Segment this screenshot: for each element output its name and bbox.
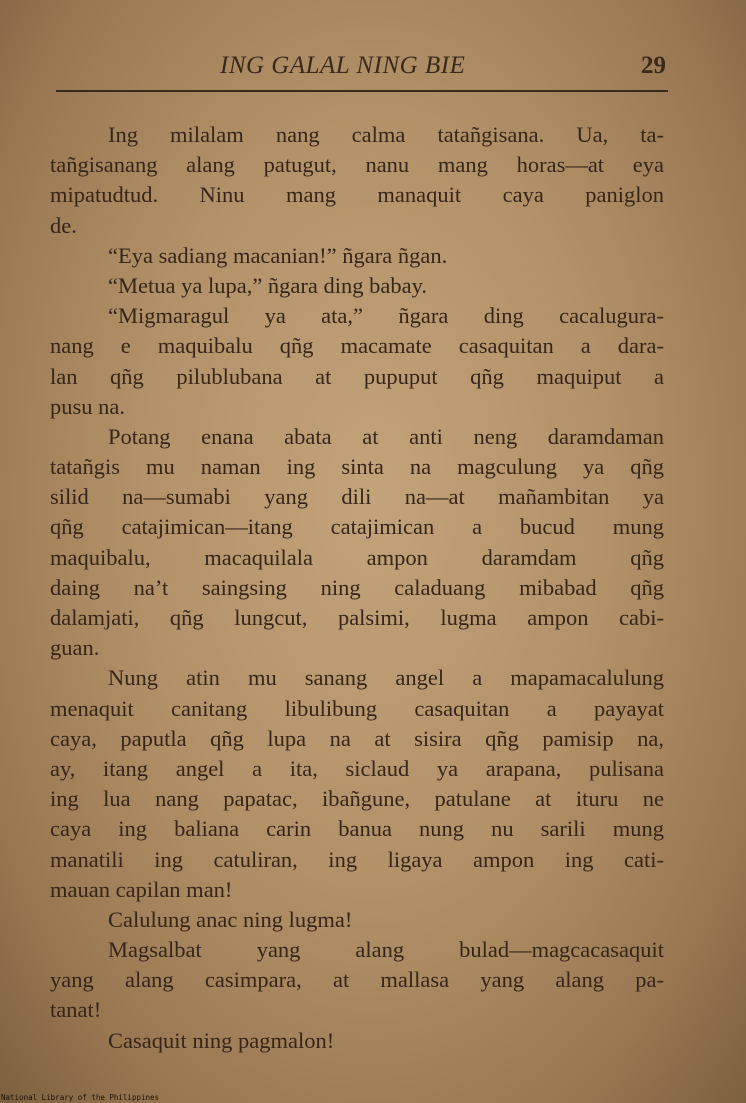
text-line: nang e maquibalu qñg macamate casaquitan a dara-: [50, 333, 664, 359]
text-line: qñg catajimican—itang catajimican a bucud mung: [50, 514, 664, 540]
text-line: tatañgis mu naman ing sinta na magculung ya qñg: [50, 454, 664, 480]
text-line: tañgisanang alang patugut, nanu mang horas—at eya: [50, 152, 664, 178]
body-text: [50, 120, 664, 1056]
text-line: caya, paputla qñg lupa na at sisira qñg pamisip na,: [50, 725, 664, 751]
text-line: daing na’t saingsing ning caladuang mibabad qñg: [50, 574, 664, 600]
text-line: Potang enana abata at anti neng daramdaman: [108, 423, 664, 449]
text-line: “Metua ya lupa,” ñgara ding babay.: [108, 272, 428, 298]
page-number: 29: [641, 52, 666, 79]
text-line: yang alang casimpara, at mallasa yang alang pa-: [50, 967, 664, 993]
text-line: ay, itang angel a ita, siclaud ya arapana, pulisana: [50, 755, 664, 781]
text-line: tanat!: [50, 997, 102, 1023]
text-line: pusu na.: [50, 393, 125, 419]
text-line: lan qñg pilublubana at pupuput qñg maquiput a: [50, 363, 664, 389]
text-line: maquibalu, macaquilala ampon daramdam qñg: [50, 544, 664, 570]
text-line: ing lua nang papatac, ibañgune, patulane at ituru ne: [50, 786, 664, 812]
text-line: Casaquit ning pagmalon!: [108, 1027, 335, 1053]
header-rule: [56, 90, 668, 92]
text-line: caya ing baliana carin banua nung nu sarili mung: [50, 816, 664, 842]
text-line: Ing milalam nang calma tatañgisana. Ua, ta-: [108, 122, 664, 147]
text-line: Calulung anac ning lugma!: [108, 906, 353, 932]
text-line: Magsalbat yang alang bulad—magcacasaquit: [108, 937, 664, 963]
text-line: Nung atin mu sanang angel a mapamacalulung: [108, 665, 664, 691]
running-title: ING GALAL NING BIE: [220, 52, 466, 79]
text-line: silid na—sumabi yang dili na—at mañambitan ya: [50, 484, 664, 510]
text-line: de.: [50, 212, 77, 238]
text-line: mauan capilan man!: [50, 876, 233, 902]
text-line: “Migmaragul ya ata,” ñgara ding cacalugura-: [108, 303, 664, 329]
library-credit: National Library of the Philippines: [1, 1093, 160, 1102]
page-header: [56, 50, 668, 90]
text-line: dalamjati, qñg lungcut, palsimi, lugma ampon cabi-: [50, 605, 664, 630]
text-line: manatili ing catuliran, ing ligaya ampon ing cati-: [50, 846, 664, 872]
text-line: mipatudtud. Ninu mang manaquit caya paniglon: [50, 182, 664, 208]
text-line: guan.: [50, 635, 100, 661]
text-line: menaquit canitang libulibung casaquitan a payayat: [50, 695, 664, 721]
text-line: “Eya sadiang macanian!” ñgara ñgan.: [108, 242, 448, 268]
